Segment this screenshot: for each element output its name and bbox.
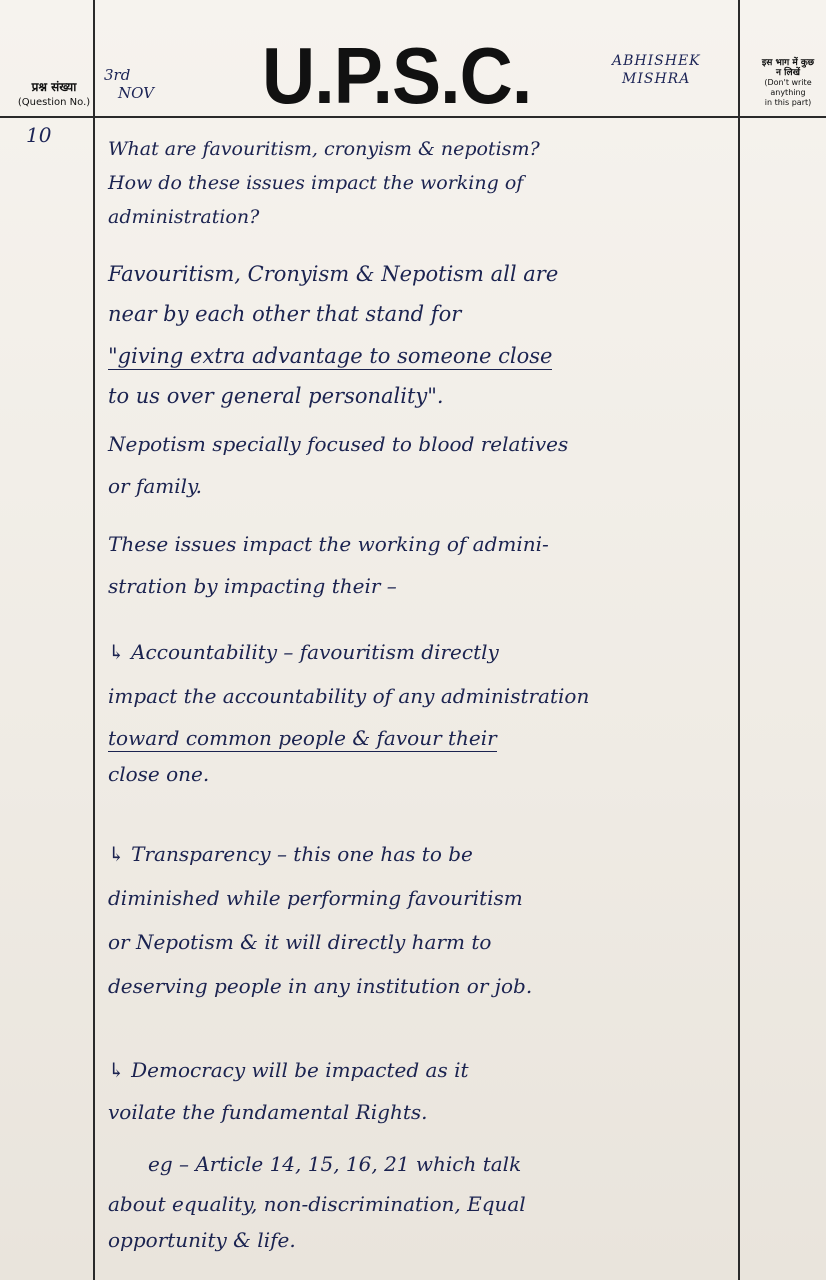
margin-note-english-1: (Don't write anything xyxy=(764,78,812,97)
answer-line: administration? xyxy=(108,206,260,228)
answer-line: eg – Article 14, 15, 16, 21 which talk xyxy=(148,1152,522,1176)
answer-line: ↳ Democracy will be impacted as it xyxy=(108,1058,469,1082)
answer-line: "giving extra advantage to someone close xyxy=(108,344,553,368)
answer-line: or family. xyxy=(108,474,203,498)
margin-note-hindi-2: न लिखें xyxy=(776,68,800,78)
question-number-label xyxy=(14,78,94,108)
question-number-label-english: (Question No.) xyxy=(17,97,91,108)
answer-line: ↳ Transparency – this one has to be xyxy=(108,842,473,866)
date-month: NOV xyxy=(118,84,154,102)
answer-line: These issues impact the working of admini- xyxy=(108,532,549,556)
margin-note xyxy=(748,58,826,108)
answer-line: stration by impacting their – xyxy=(108,574,397,598)
answer-line: or Nepotism & it will directly harm to xyxy=(108,930,492,954)
answer-line: close one. xyxy=(108,762,210,786)
left-margin-line xyxy=(93,0,95,1280)
answer-line: toward common people & favour their xyxy=(108,726,497,750)
answer-line: near by each other that stand for xyxy=(108,302,462,326)
answer-line: voilate the fundamental Rights. xyxy=(108,1100,428,1124)
handwritten-date xyxy=(104,66,154,102)
answer-line: impact the accountability of any administration xyxy=(108,684,590,708)
margin-note-hindi-1: इस भाग में कुछ xyxy=(761,58,815,68)
answer-line: to us over general personality". xyxy=(108,384,444,408)
answer-line: about equality, non-discrimination, Equal xyxy=(108,1192,526,1216)
answer-line: How do these issues impact the working of xyxy=(108,172,524,194)
date-day: 3rd xyxy=(104,66,131,84)
answer-line: What are favouritism, cronyism & nepotism? xyxy=(108,138,540,160)
answer-line: deserving people in any institution or job. xyxy=(108,974,533,998)
margin-note-english-2: in this part) xyxy=(764,98,812,107)
question-number: 10 xyxy=(26,123,52,147)
name-last: MISHRA xyxy=(622,71,691,87)
answer-line: opportunity & life. xyxy=(108,1228,296,1252)
page-title: U.P.S.C. xyxy=(262,31,532,120)
handwritten-name xyxy=(612,52,701,88)
name-first: ABHISHEK xyxy=(612,53,701,69)
question-number-label-hindi: प्रश्न संख्या xyxy=(31,80,77,94)
answer-line: ↳ Accountability – favouritism directly xyxy=(108,640,499,664)
answer-line: Nepotism specially focused to blood relatives xyxy=(108,432,569,456)
answer-line: diminished while performing favouritism xyxy=(108,886,523,910)
right-margin-line xyxy=(738,0,740,1280)
answer-line: Favouritism, Cronyism & Nepotism all are xyxy=(108,262,559,286)
